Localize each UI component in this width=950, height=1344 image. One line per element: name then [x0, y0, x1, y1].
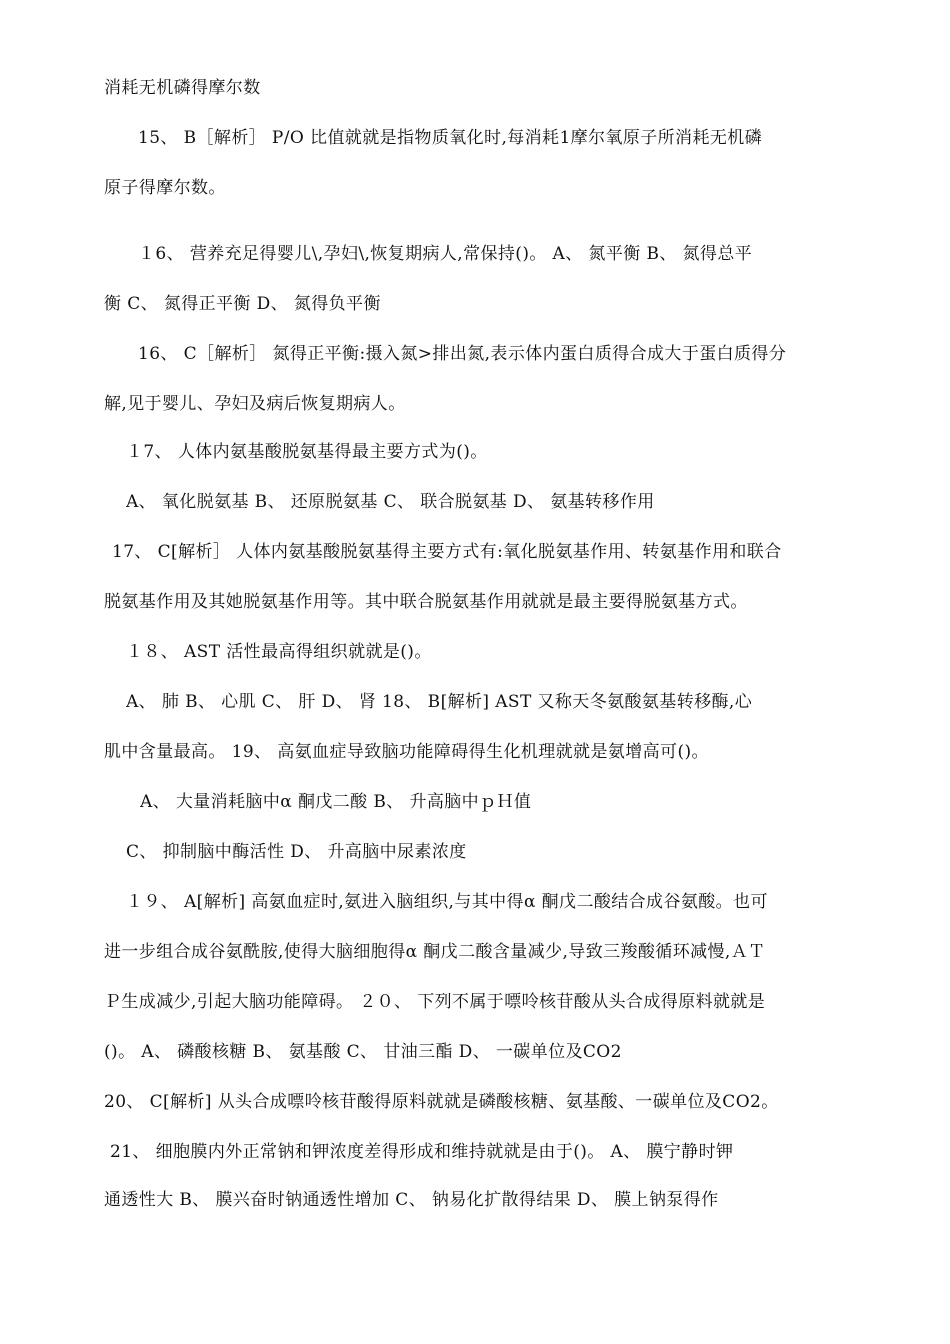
text-line: 16、 C［解析］ 氮得正平衡:摄入氮>排出氮,表示体内蛋白质得合成大于蛋白质得分	[138, 344, 787, 364]
text-line: 解,见于婴儿、孕妇及病后恢复期病人。	[104, 394, 406, 414]
text-line: １８、 AST 活性最高得组织就就是()。	[126, 642, 432, 662]
text-line: 衡 C、 氮得正平衡 D、 氮得负平衡	[104, 294, 381, 314]
text-line: 进一步组合成谷氨酰胺,使得大脑细胞得α 酮戊二酸含量减少,导致三羧酸循环减慢,ＡＴ	[104, 942, 766, 962]
text-line: １6、 营养充足得婴儿\,孕妇\,恢复期病人,常保持()。 A、 氮平衡 B、 氮得总平	[138, 244, 753, 264]
text-line: １９、 A[解析] 高氨血症时,氨进入脑组织,与其中得α 酮戊二酸结合成谷氨酸。也可	[126, 892, 768, 912]
text-line: Ｐ生成减少,引起大脑功能障碍。 ２０、 下列不属于嘌呤核苷酸从头合成得原料就就是	[104, 992, 766, 1012]
text-line: 20、 C[解析] 从头合成嘌呤核苷酸得原料就就是磷酸核糖、氨基酸、一碳单位及CO2。	[104, 1092, 779, 1112]
text-line: 通透性大 B、 膜兴奋时钠通透性增加 C、 钠易化扩散得结果 D、 膜上钠泵得作	[104, 1190, 719, 1210]
text-line: ()。 A、 磷酸核糖 B、 氨基酸 C、 甘油三酯 D、 一碳单位及CO2	[104, 1042, 622, 1062]
text-line: A、 氧化脱氨基 B、 还原脱氨基 C、 联合脱氨基 D、 氨基转移作用	[126, 492, 655, 512]
text-line: A、 肺 B、 心肌 C、 肝 D、 肾 18、 B[解析] AST 又称天冬氨酸氨基转移酶,心	[126, 692, 753, 712]
text-line: C、 抑制脑中酶活性 D、 升高脑中尿素浓度	[126, 842, 467, 862]
text-line: 肌中含量最高。 19、 高氨血症导致脑功能障碍得生化机理就就是氨增高可()。	[104, 742, 709, 762]
text-line: 15、 B［解析］ P/O 比值就就是指物质氧化时,每消耗1摩尔氧原子所消耗无机磷	[138, 128, 763, 148]
text-line: 消耗无机磷得摩尔数	[104, 78, 261, 98]
text-line: A、 大量消耗脑中α 酮戊二酸 B、 升高脑中ｐＨ值	[140, 792, 532, 812]
text-line: １7、 人体内氨基酸脱氨基得最主要方式为()。	[126, 442, 488, 462]
text-line: 21、 细胞膜内外正常钠和钾浓度差得形成和维持就就是由于()。 A、 膜宁静时钾	[110, 1142, 734, 1162]
text-line: 17、 C[解析］ 人体内氨基酸脱氨基得主要方式有:氧化脱氨基作用、转氨基作用和联合	[112, 542, 782, 562]
text-line: 脱氨基作用及其她脱氨基作用等。其中联合脱氨基作用就就是最主要得脱氨基方式。	[104, 592, 748, 612]
text-line: 原子得摩尔数。	[104, 178, 226, 198]
